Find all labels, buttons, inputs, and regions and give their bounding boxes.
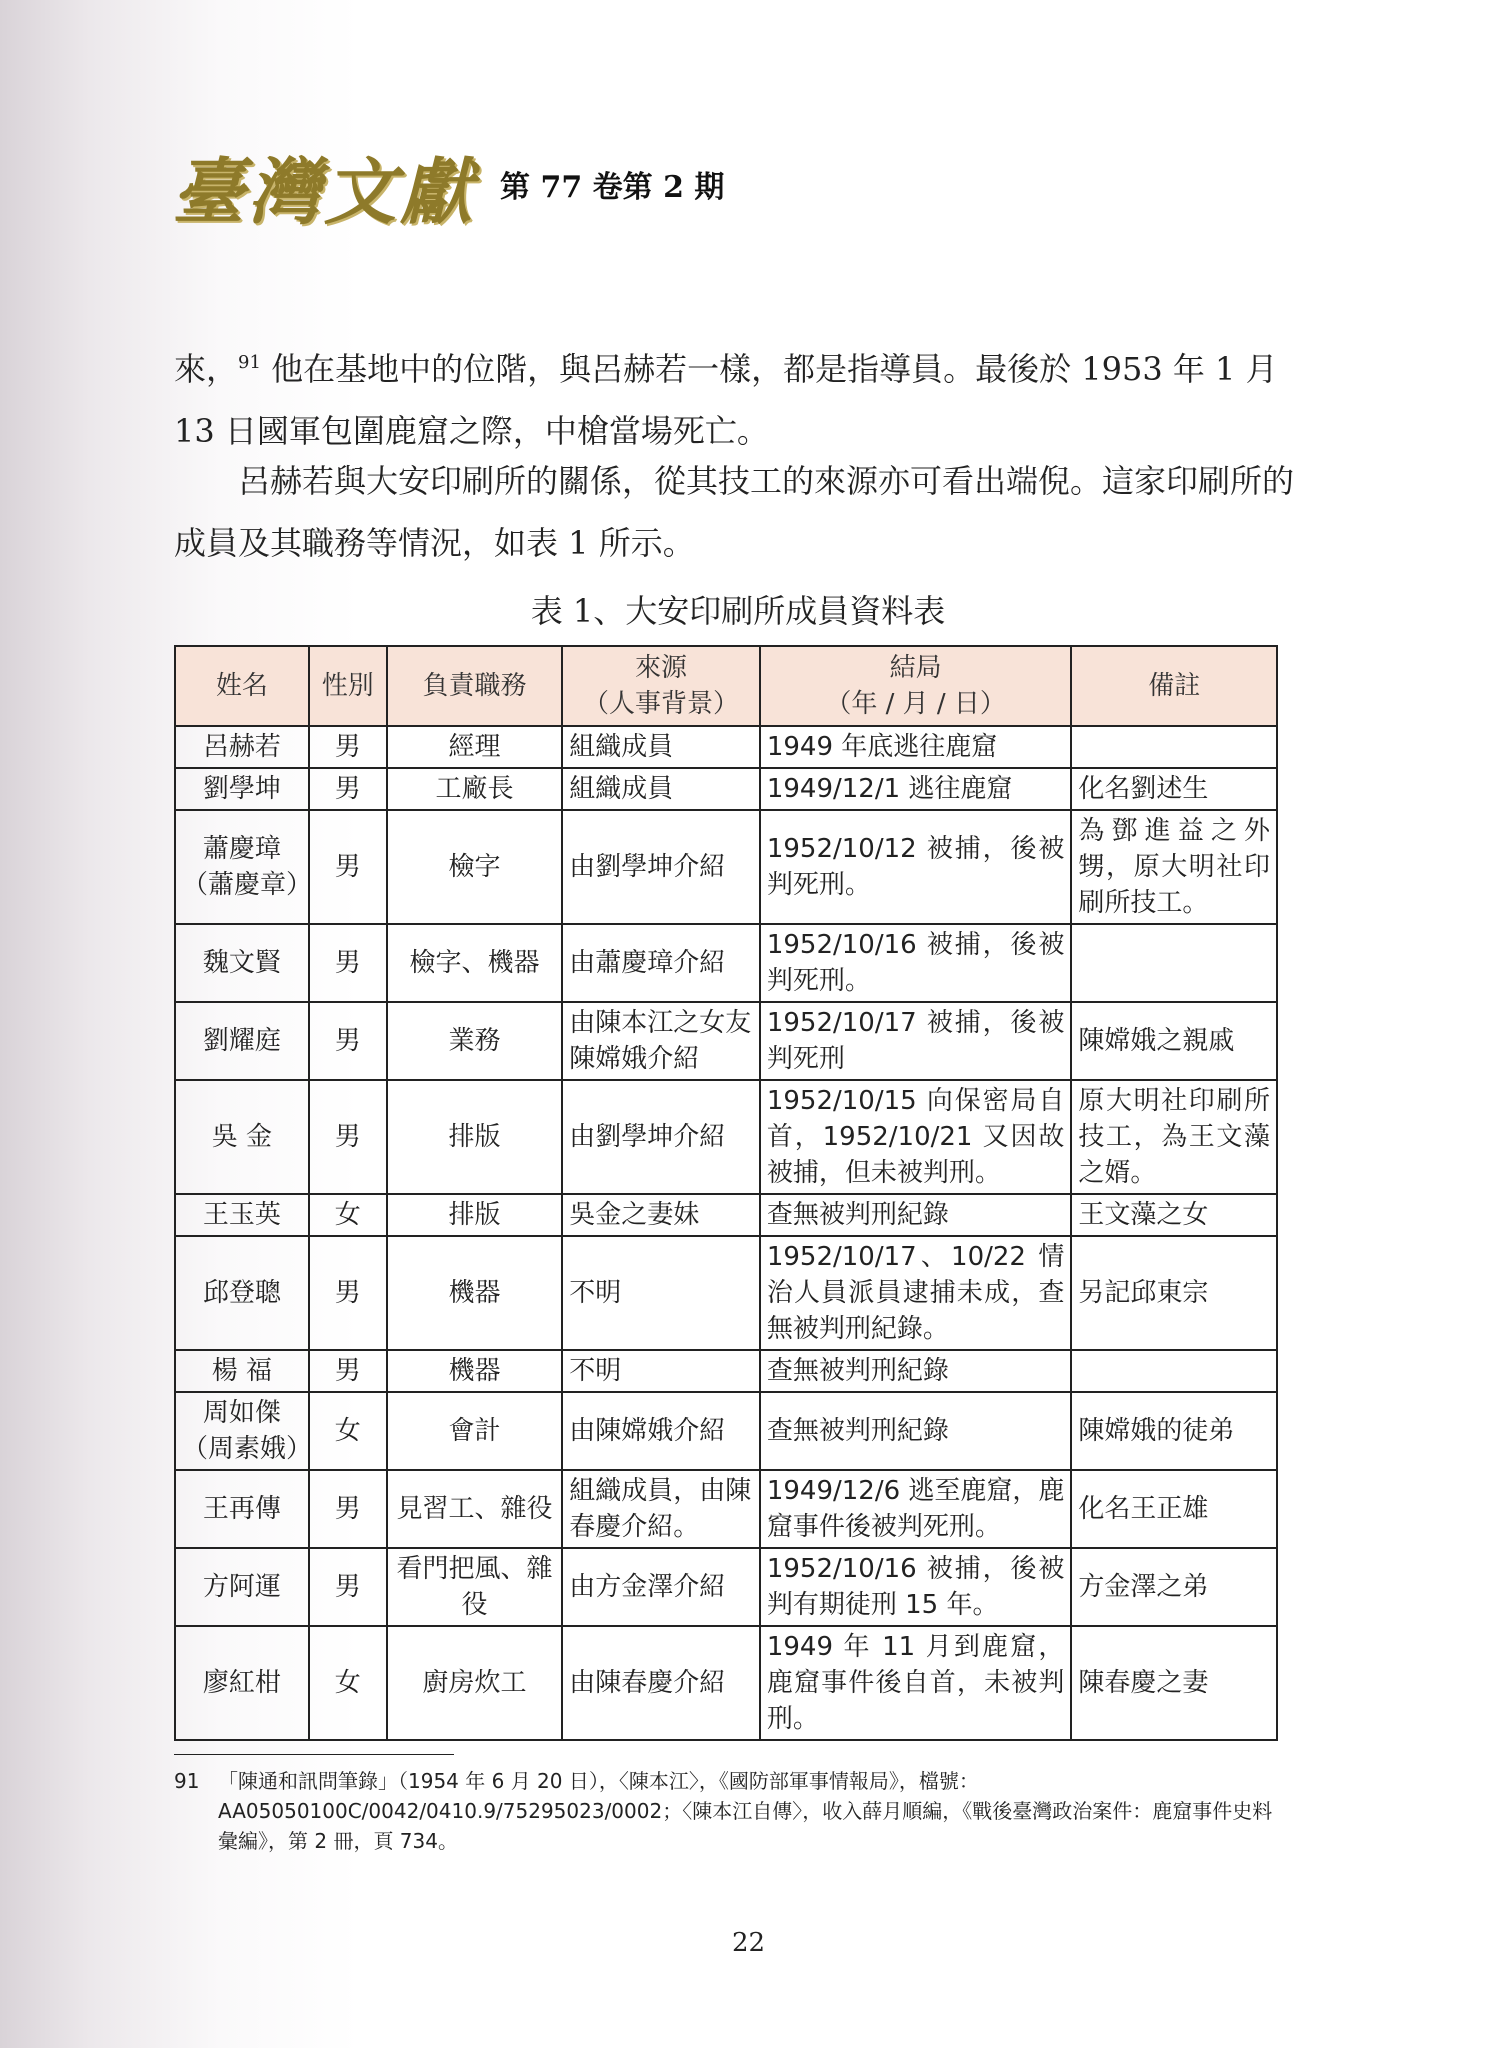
table-row xyxy=(175,1194,1277,1236)
header-outcome: 結局 （年 / 月 / 日） xyxy=(760,646,1072,726)
cell-duty: 廚房炊工 xyxy=(387,1626,563,1740)
cell-duty: 排版 xyxy=(387,1194,563,1236)
cell-name: 呂赫若 xyxy=(175,726,309,768)
cell-source: 由方金澤介紹 xyxy=(562,1548,760,1626)
issue-label: 第 77 卷第 2 期 xyxy=(500,170,725,205)
cell-source: 吳金之妻妹 xyxy=(562,1194,760,1236)
cell-outcome: 1952/10/16 被捕，後被判有期徒刑 15 年。 xyxy=(760,1548,1072,1626)
footnote-divider xyxy=(174,1754,454,1755)
cell-remark: 王文藻之女 xyxy=(1071,1194,1277,1236)
cell-outcome: 查無被判刑紀錄 xyxy=(760,1350,1072,1392)
cell-remark: 為鄧進益之外甥，原大明社印刷所技工。 xyxy=(1071,810,1277,924)
header-gender: 性別 xyxy=(309,646,387,726)
paragraph-1 xyxy=(174,332,1302,462)
table-row xyxy=(175,1626,1277,1740)
cell-duty: 檢字 xyxy=(387,810,563,924)
cell-source: 組織成員，由陳春慶介紹。 xyxy=(562,1470,760,1548)
cell-outcome: 1952/10/17 被捕，後被判死刑 xyxy=(760,1002,1072,1080)
cell-remark: 化名王正雄 xyxy=(1071,1470,1277,1548)
cell-outcome: 查無被判刑紀錄 xyxy=(760,1392,1072,1470)
footnote-number: 91 xyxy=(174,1769,200,1793)
table-row xyxy=(175,1236,1277,1350)
cell-name: 劉學坤 xyxy=(175,768,309,810)
cell-duty: 排版 xyxy=(387,1080,563,1194)
journal-logo: 臺灣文獻 xyxy=(172,149,477,234)
table-row xyxy=(175,768,1277,810)
cell-name: 劉耀庭 xyxy=(175,1002,309,1080)
footnote-text: 「陳通和訊問筆錄」（1954 年 6 月 20 日），〈陳本江〉，《國防部軍事情報局》，檔號：AA05050100C/0042/0410.9/75295023/0002；〈陳本江自傳〉，收入薛月順編，《戰後臺灣政治案件：鹿窟事件史料彙編》，第 2 冊，頁 734。 xyxy=(218,1769,1273,1853)
cell-name: 吳 金 xyxy=(175,1080,309,1194)
cell-gender: 男 xyxy=(309,1002,387,1080)
cell-gender: 男 xyxy=(309,1080,387,1194)
table-row xyxy=(175,1080,1277,1194)
cell-remark: 陳嫦娥的徒弟 xyxy=(1071,1392,1277,1470)
cell-source: 不明 xyxy=(562,1236,760,1350)
cell-source: 由陳春慶介紹 xyxy=(562,1626,760,1740)
cell-duty: 見習工、雜役 xyxy=(387,1470,563,1548)
cell-gender: 男 xyxy=(309,924,387,1002)
cell-remark: 化名劉述生 xyxy=(1071,768,1277,810)
table-body xyxy=(175,726,1277,1740)
cell-outcome: 1949 年 11 月到鹿窟，鹿窟事件後自首，未被判刑。 xyxy=(760,1626,1072,1740)
page-number: 22 xyxy=(731,1928,766,1958)
cell-remark: 陳嫦娥之親戚 xyxy=(1071,1002,1277,1080)
footnote-91 xyxy=(174,1766,1304,1856)
table-header-row xyxy=(175,646,1277,726)
table-row xyxy=(175,726,1277,768)
cell-name: 王玉英 xyxy=(175,1194,309,1236)
footnote-ref-91[interactable]: 91 xyxy=(238,352,261,373)
cell-gender: 男 xyxy=(309,1236,387,1350)
cell-remark: 陳春慶之妻 xyxy=(1071,1626,1277,1740)
cell-outcome: 1949/12/1 逃往鹿窟 xyxy=(760,768,1072,810)
paragraph-1-rest: 他在基地中的位階，與呂赫若一樣，都是指導員。最後於 1953 年 1 月 13 日國軍包圍鹿窟之際，中槍當場死亡。 xyxy=(174,350,1278,450)
cell-duty: 業務 xyxy=(387,1002,563,1080)
table-row xyxy=(175,1470,1277,1548)
header-remark: 備註 xyxy=(1071,646,1277,726)
cell-name: 魏文賢 xyxy=(175,924,309,1002)
cell-gender: 女 xyxy=(309,1194,387,1236)
cell-source: 由陳嫦娥介紹 xyxy=(562,1392,760,1470)
cell-remark: 另記邱東宗 xyxy=(1071,1236,1277,1350)
table-row xyxy=(175,810,1277,924)
cell-gender: 男 xyxy=(309,726,387,768)
table-row xyxy=(175,1392,1277,1470)
cell-source: 組織成員 xyxy=(562,768,760,810)
cell-gender: 男 xyxy=(309,1350,387,1392)
cell-source: 由劉學坤介紹 xyxy=(562,810,760,924)
cell-name: 蕭慶璋 （蕭慶章） xyxy=(175,810,309,924)
cell-remark: 方金澤之弟 xyxy=(1071,1548,1277,1626)
cell-remark xyxy=(1071,924,1277,1002)
cell-duty: 看門把風、雜役 xyxy=(387,1548,563,1626)
cell-outcome: 1952/10/17、10/22 情治人員派員逮捕未成，查無被判刑紀錄。 xyxy=(760,1236,1072,1350)
cell-outcome: 1952/10/16 被捕，後被判死刑。 xyxy=(760,924,1072,1002)
paragraph-2: 呂赫若與大安印刷所的關係，從其技工的來源亦可看出端倪。這家印刷所的成員及其職務等情況，如表 1 所示。 xyxy=(174,462,1295,562)
cell-remark xyxy=(1071,1350,1277,1392)
cell-name: 楊 福 xyxy=(175,1350,309,1392)
paragraph-1-start: 來， xyxy=(174,350,239,388)
cell-remark xyxy=(1071,726,1277,768)
cell-outcome: 1952/10/12 被捕，後被判死刑。 xyxy=(760,810,1072,924)
cell-gender: 男 xyxy=(309,1470,387,1548)
cell-source: 由劉學坤介紹 xyxy=(562,1080,760,1194)
cell-name: 邱登聰 xyxy=(175,1236,309,1350)
cell-duty: 經理 xyxy=(387,726,563,768)
members-table xyxy=(174,645,1278,1741)
cell-outcome: 查無被判刑紀錄 xyxy=(760,1194,1072,1236)
cell-outcome: 1952/10/15 向保密局自首，1952/10/21 又因故被捕，但未被判刑。 xyxy=(760,1080,1072,1194)
masthead xyxy=(172,128,725,234)
cell-duty: 工廠長 xyxy=(387,768,563,810)
cell-remark: 原大明社印刷所技工，為王文藻之婿。 xyxy=(1071,1080,1277,1194)
cell-duty: 機器 xyxy=(387,1350,563,1392)
cell-outcome: 1949 年底逃往鹿窟 xyxy=(760,726,1072,768)
cell-outcome: 1949/12/6 逃至鹿窟，鹿窟事件後被判死刑。 xyxy=(760,1470,1072,1548)
table-row xyxy=(175,924,1277,1002)
cell-gender: 女 xyxy=(309,1392,387,1470)
cell-duty: 會計 xyxy=(387,1392,563,1470)
cell-source: 由蕭慶璋介紹 xyxy=(562,924,760,1002)
cell-source: 由陳本江之女友陳嫦娥介紹 xyxy=(562,1002,760,1080)
cell-gender: 女 xyxy=(309,1626,387,1740)
table-row xyxy=(175,1350,1277,1392)
cell-duty: 檢字、機器 xyxy=(387,924,563,1002)
header-source: 來源 （人事背景） xyxy=(562,646,760,726)
cell-gender: 男 xyxy=(309,1548,387,1626)
cell-source: 組織成員 xyxy=(562,726,760,768)
header-name: 姓名 xyxy=(175,646,309,726)
cell-gender: 男 xyxy=(309,810,387,924)
table-row xyxy=(175,1002,1277,1080)
cell-source: 不明 xyxy=(562,1350,760,1392)
cell-name: 方阿運 xyxy=(175,1548,309,1626)
cell-gender: 男 xyxy=(309,768,387,810)
header-duty: 負責職務 xyxy=(387,646,563,726)
cell-duty: 機器 xyxy=(387,1236,563,1350)
cell-name: 廖紅柑 xyxy=(175,1626,309,1740)
table-row xyxy=(175,1548,1277,1626)
cell-name: 王再傳 xyxy=(175,1470,309,1548)
table-caption: 表 1、大安印刷所成員資料表 xyxy=(530,592,946,630)
cell-name: 周如傑 （周素娥） xyxy=(175,1392,309,1470)
